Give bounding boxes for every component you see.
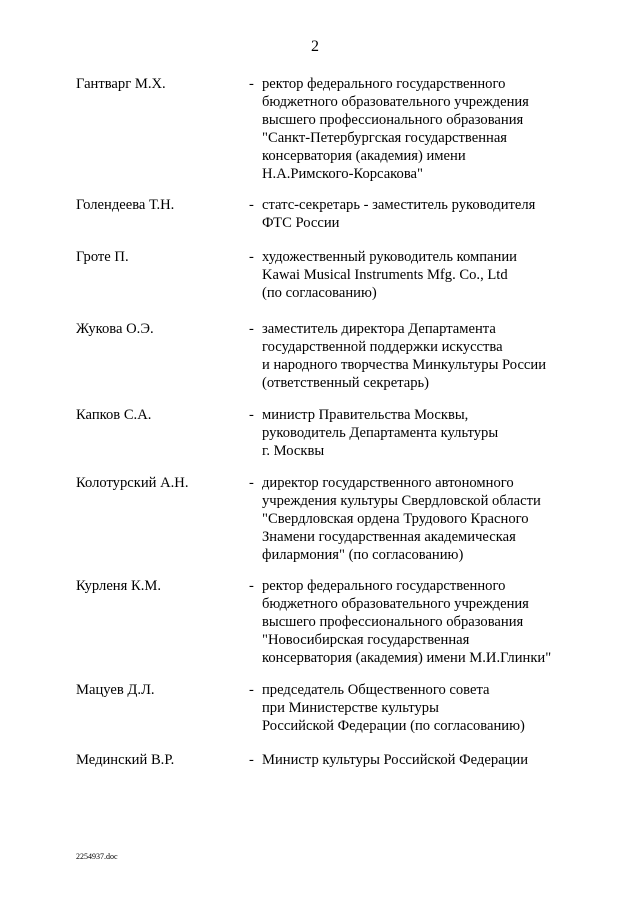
member-name: Колотурский А.Н. xyxy=(76,475,189,491)
position-line: бюджетного образовательного учреждения xyxy=(262,596,529,612)
member-name: Мацуев Д.Л. xyxy=(76,682,155,698)
member-name: Капков С.А. xyxy=(76,407,152,423)
separator-dash: - xyxy=(249,475,254,491)
page-number: 2 xyxy=(311,38,319,55)
position-line: (по согласованию) xyxy=(262,285,377,301)
member-name: Голендеева Т.Н. xyxy=(76,197,175,213)
member-position xyxy=(262,577,572,667)
position-line: председатель Общественного совета xyxy=(262,682,490,698)
position-line: г. Москвы xyxy=(262,443,325,459)
position-line: консерватория (академия) имени М.И.Глинки" xyxy=(262,650,552,666)
position-line: Российской Федерации (по согласованию) xyxy=(262,718,525,734)
position-line: учреждения культуры Свердловской области xyxy=(262,493,541,509)
separator-dash: - xyxy=(249,249,254,265)
member-position xyxy=(262,474,572,564)
member-name: Мединский В.Р. xyxy=(76,752,175,768)
position-line: заместитель директора Департамента xyxy=(262,321,496,337)
position-line: (ответственный секретарь) xyxy=(262,375,430,391)
member-position xyxy=(262,406,572,460)
member-position xyxy=(262,196,572,232)
member-name: Гантварг М.Х. xyxy=(76,76,166,92)
position-line: "Новосибирская государственная xyxy=(262,632,470,648)
separator-dash: - xyxy=(249,752,254,768)
separator-dash: - xyxy=(249,321,254,337)
separator-dash: - xyxy=(249,197,254,213)
position-line: министр Правительства Москвы, xyxy=(262,407,469,423)
separator-dash: - xyxy=(249,407,254,423)
position-line: директор государственного автономного xyxy=(262,475,514,491)
document-filename: 2254937.doc xyxy=(76,852,118,861)
position-line: статс-секретарь - заместитель руководителя xyxy=(262,197,536,213)
separator-dash: - xyxy=(249,682,254,698)
member-name: Курленя К.М. xyxy=(76,578,161,594)
position-line: Н.А.Римского-Корсакова" xyxy=(262,166,423,182)
separator-dash: - xyxy=(249,76,254,92)
position-line: руководитель Департамента культуры xyxy=(262,425,499,441)
position-line: ФТС России xyxy=(262,215,340,231)
position-line: бюджетного образовательного учреждения xyxy=(262,94,529,110)
member-position xyxy=(262,248,572,302)
position-line: "Санкт-Петербургская государственная xyxy=(262,130,508,146)
member-name: Гроте П. xyxy=(76,249,129,265)
member-position xyxy=(262,681,572,735)
position-line: художественный руководитель компании xyxy=(262,249,517,265)
position-line: ректор федерального государственного xyxy=(262,578,506,594)
position-line: государственной поддержки искусства xyxy=(262,339,503,355)
position-line: при Министерстве культуры xyxy=(262,700,439,716)
position-line: высшего профессионального образования xyxy=(262,112,524,128)
position-line: консерватория (академия) имени xyxy=(262,148,466,164)
position-line: ректор федерального государственного xyxy=(262,76,506,92)
position-line: и народного творчества Минкультуры России xyxy=(262,357,547,373)
position-line: "Свердловская ордена Трудового Красного xyxy=(262,511,529,527)
member-position xyxy=(262,751,572,769)
position-line: Министр культуры Российской Федерации xyxy=(262,752,529,768)
separator-dash: - xyxy=(249,578,254,594)
member-name: Жукова О.Э. xyxy=(76,321,154,337)
member-position xyxy=(262,75,572,183)
position-line: Знамени государственная академическая xyxy=(262,529,516,545)
position-line: Kawai Musical Instruments Mfg. Co., Ltd xyxy=(262,267,508,283)
position-line: филармония" (по согласованию) xyxy=(262,547,464,563)
position-line: высшего профессионального образования xyxy=(262,614,524,630)
member-position xyxy=(262,320,572,392)
